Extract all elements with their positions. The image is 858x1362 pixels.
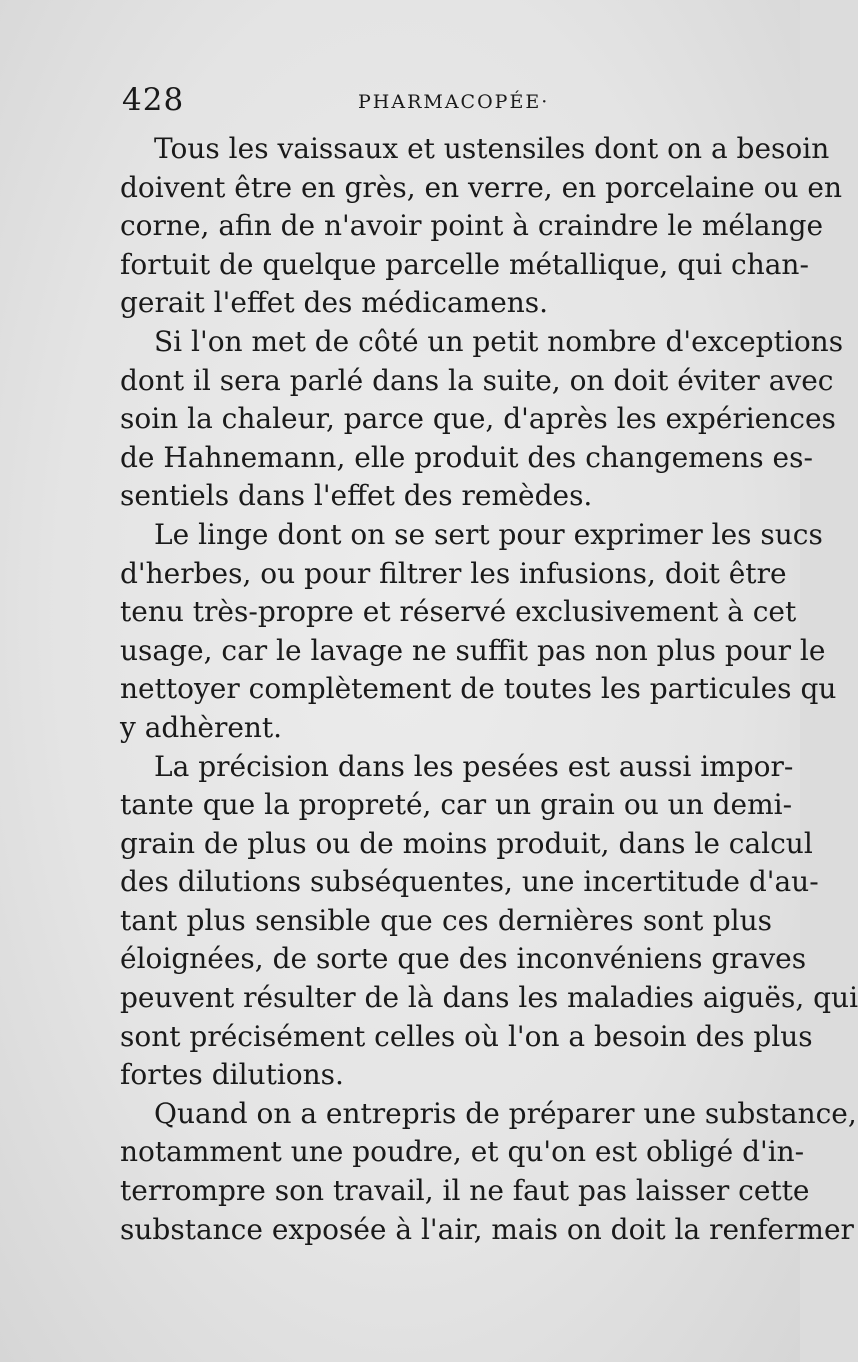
paragraph: [120, 748, 858, 1095]
text-line: des dilutions subséquentes, une incertitude d'au-: [120, 865, 819, 899]
paragraph: [120, 130, 842, 323]
page-number: 428: [122, 82, 185, 118]
body-text: [120, 130, 858, 1249]
text-line: de Hahnemann, elle produit des changemens es-: [120, 440, 813, 474]
text-line: terrompre son travail, il ne faut pas laisser cette: [120, 1174, 810, 1208]
text-line: nettoyer complètement de toutes les particules qu: [120, 672, 837, 706]
text-line: sont précisément celles où l'on a besoin des plus: [120, 1019, 813, 1053]
text-line: substance exposée à l'air, mais on doit la renfermer: [120, 1212, 854, 1246]
text-line: notamment une poudre, et qu'on est obligé d'in-: [120, 1135, 805, 1169]
text-line: peuvent résulter de là dans les maladies aiguës, qui: [120, 981, 858, 1015]
text-line: d'herbes, ou pour filtrer les infusions, doit être: [120, 556, 787, 590]
text-line: dont il sera parlé dans la suite, on doit éviter avec: [120, 363, 834, 397]
text-line: Quand on a entrepris de préparer une substance,: [154, 1096, 857, 1130]
text-line: Tous les vaissaux et ustensiles dont on a besoin: [154, 132, 830, 165]
text-line: tenu très-propre et réservé exclusivement à cet: [120, 595, 797, 629]
text-line: grain de plus ou de moins produit, dans le calcul: [120, 826, 813, 860]
text-line: corne, afin de n'avoir point à craindre le mélange: [120, 209, 824, 243]
running-title: PHARMACOPÉE·: [358, 91, 550, 113]
text-line: La précision dans les pesées est aussi impor-: [154, 749, 794, 783]
text-line: gerait l'effet des médicamens.: [120, 286, 549, 320]
text-line: Si l'on met de côté un petit nombre d'exceptions: [154, 324, 844, 358]
text-line: Le linge dont on se sert pour exprimer les sucs: [154, 517, 823, 551]
text-line: tant plus sensible que ces dernières sont plus: [120, 903, 772, 937]
paragraph: [120, 1095, 857, 1249]
text-line: tante que la propreté, car un grain ou un demi-: [120, 788, 793, 822]
text-line: y adhèrent.: [120, 710, 283, 744]
running-head: [122, 82, 722, 126]
paragraph: [120, 323, 844, 516]
text-line: sentiels dans l'effet des remèdes.: [120, 479, 593, 513]
text-line: soin la chaleur, parce que, d'après les expériences: [120, 402, 836, 436]
text-line: fortuit de quelque parcelle métallique, qui chan-: [120, 247, 809, 281]
text-line: doivent être en grès, en verre, en porcelaine ou en: [120, 170, 842, 204]
paragraph: [120, 516, 837, 748]
text-line: éloignées, de sorte que des inconvéniens graves: [120, 942, 807, 976]
text-line: usage, car le lavage ne suffit pas non plus pour le: [120, 633, 826, 667]
text-line: fortes dilutions.: [120, 1058, 344, 1092]
